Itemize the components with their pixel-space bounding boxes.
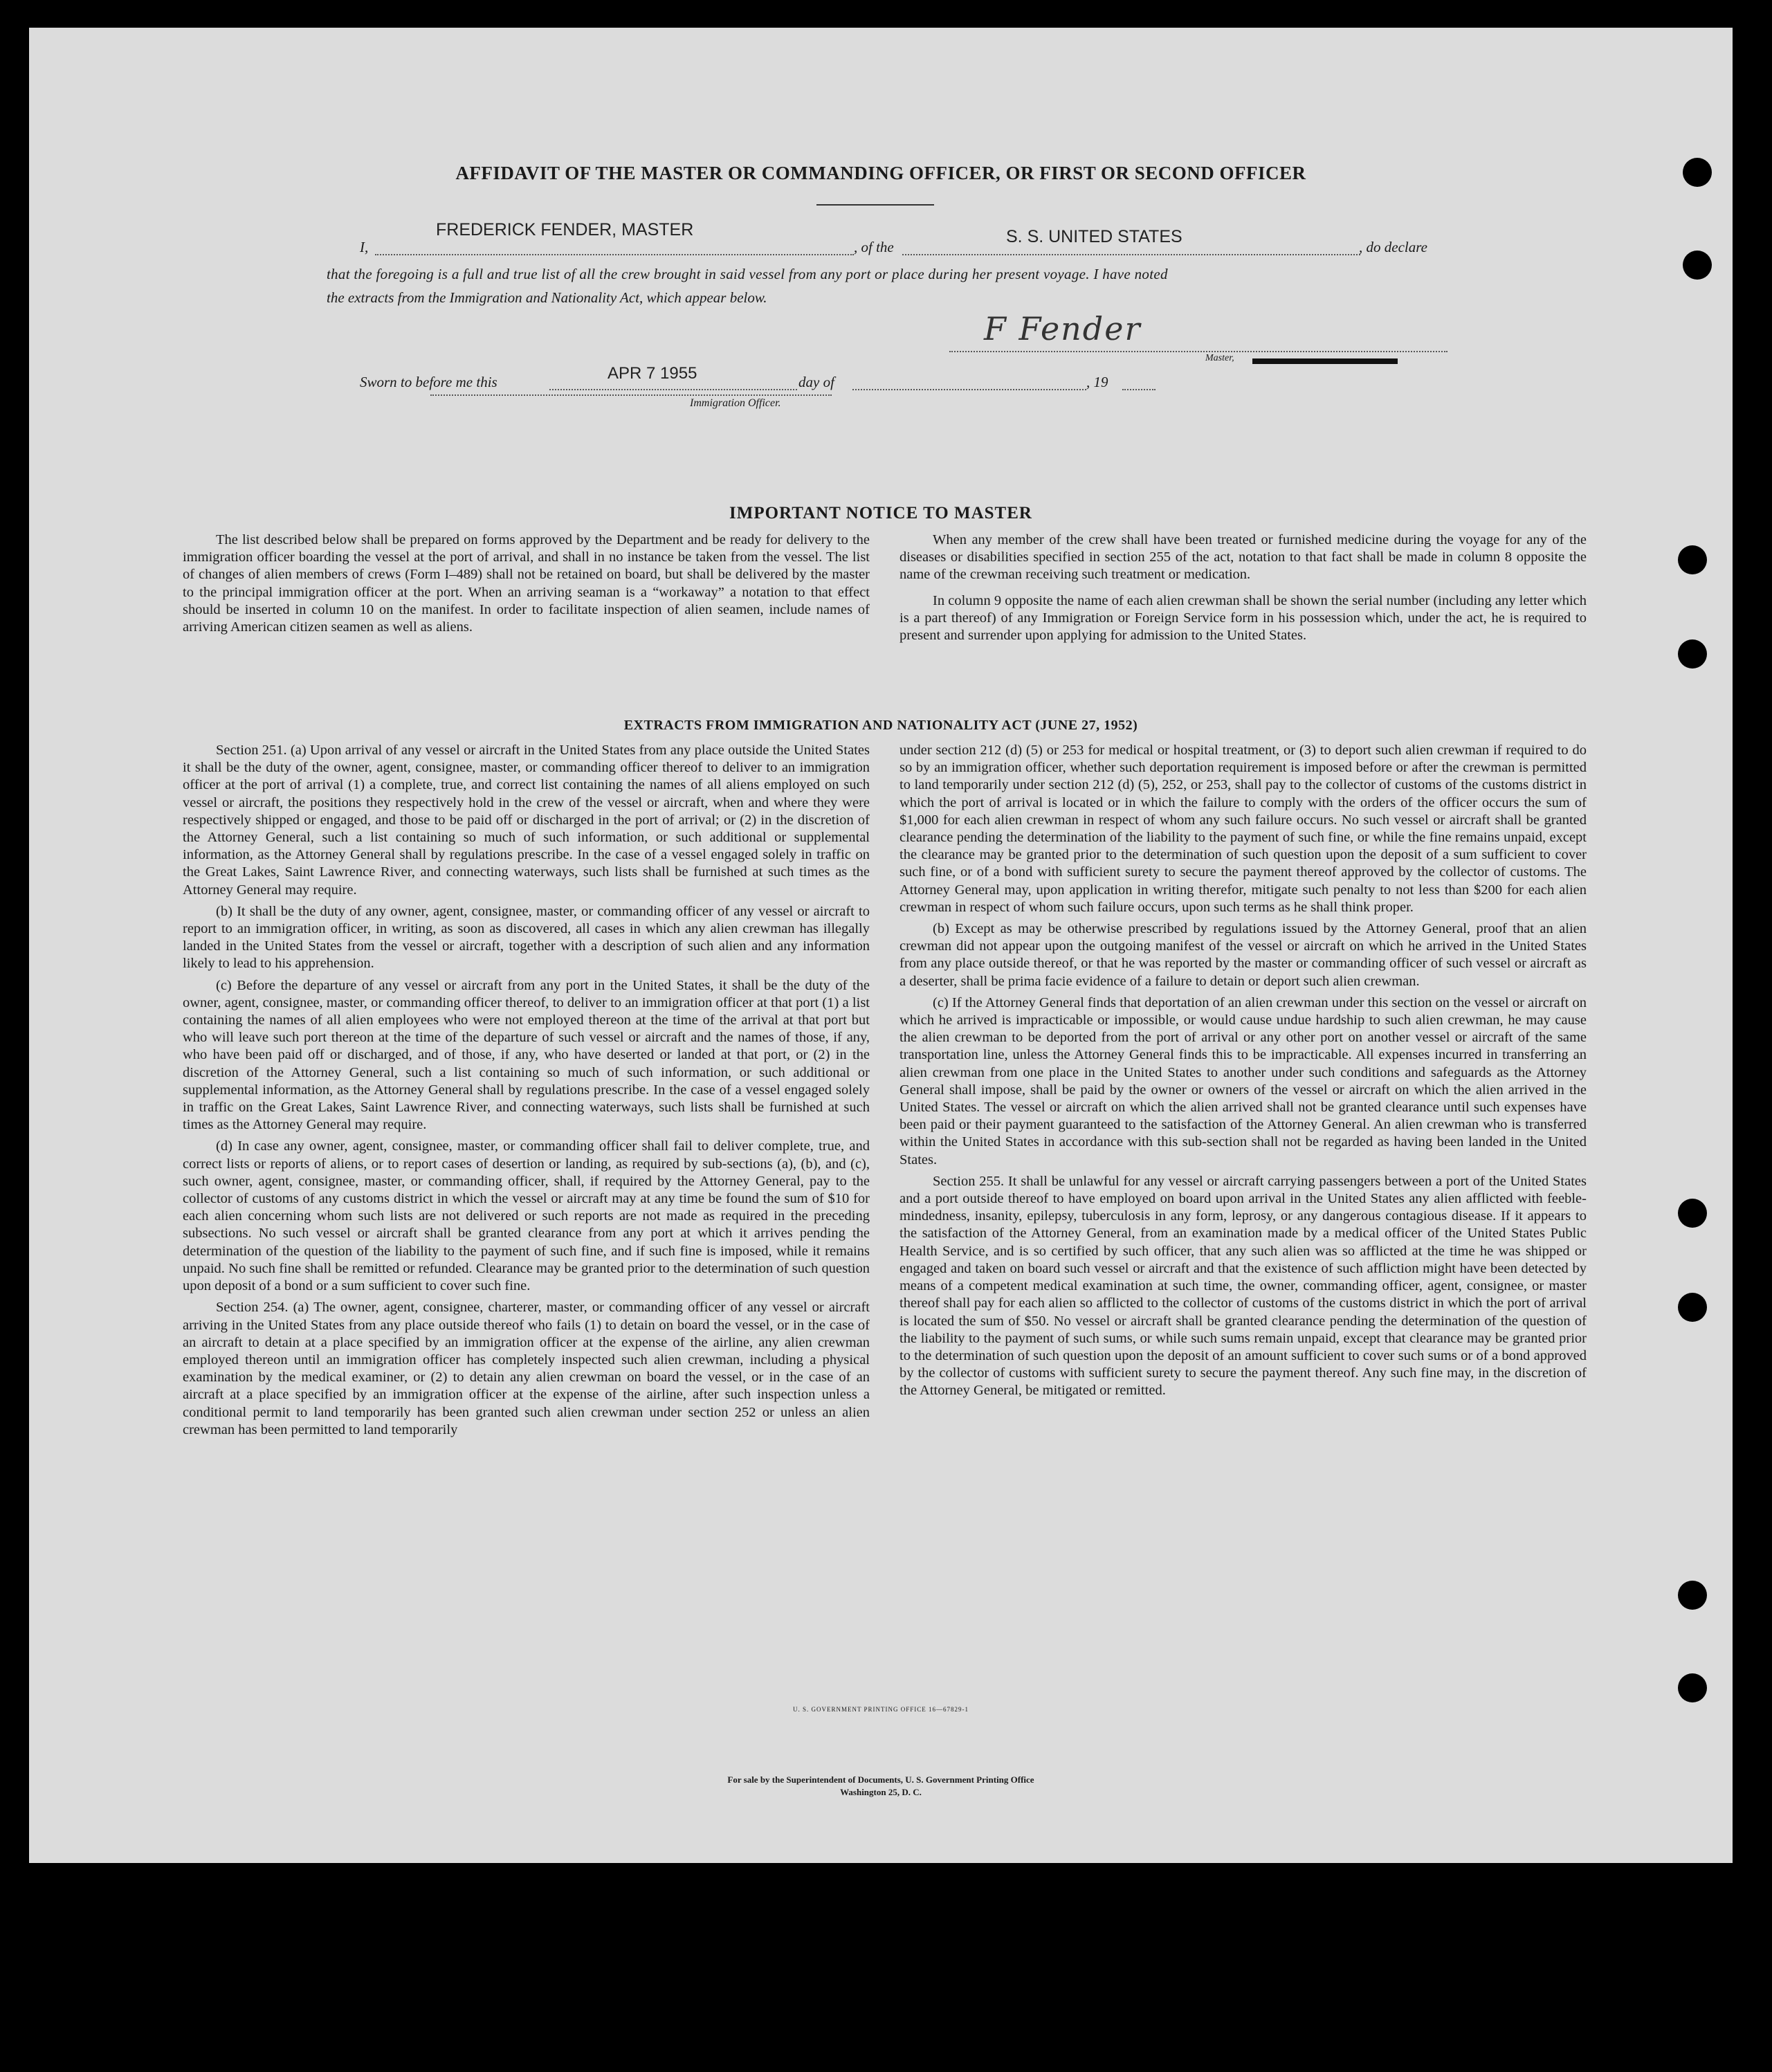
punch-hole xyxy=(1683,158,1712,187)
notice-title: IMPORTANT NOTICE TO MASTER xyxy=(729,504,1032,522)
officer-label: Immigration Officer. xyxy=(690,397,781,409)
declaration-line-1: that the foregoing is a full and true list of all the crew brought in said vessel from any port or place during her present voyage. I have noted xyxy=(327,266,1168,282)
punch-hole xyxy=(1678,1199,1707,1228)
sworn-label: Sworn to before me this xyxy=(360,374,497,390)
extracts-right-column xyxy=(899,742,1587,1404)
sworn-date: APR 7 1955 xyxy=(608,364,697,383)
extract-paragraph: (c) Before the departure of any vessel or aircraft from any port in the United States, it shall be the duty of the owner, agent, consignee, master, or commanding officer thereof, to deliver to an immigration officer at that port (1) a list containing the names of all alien employees who were not employed thereon at the time of the arrival at that port but who will leave such port thereon at the time of the departure of such vessel or aircraft and the names of those, if any, who have been paid off or discharged, and of those, if any, who have deserted or landed at that port, or (2) in the discretion of the Attorney General, such a list containing so much of such information, or such additional or supplemental information, as the Attorney General shall by regulations prescribe. In the case of a vessel engaged solely in traffic on the Great Lakes, Saint Lawrence River, and connecting waterways, such lists shall be furnished at such times as the Attorney General may require. xyxy=(183,977,870,1133)
footer-line-2: Washington 25, D. C. xyxy=(840,1787,922,1797)
declaration-line-2: the extracts from the Immigration and Nationality Act, which appear below. xyxy=(327,289,767,306)
notice-left-column xyxy=(183,531,870,640)
extract-paragraph: (b) Except as may be otherwise prescribed by regulations issued by the Attorney General, proof that an alien crewman did not appear upon the outgoing manifest of the vessel or aircraft on which he arrived in the United States from any place outside thereof, or that he was reported by the master or commanding officer of such vessel or aircraft as a deserter, shall be prima facie evidence of a failure to detain or deport such alien crewman. xyxy=(899,921,1587,989)
do-declare-label: , do declare xyxy=(1359,239,1427,255)
footer-line-1: For sale by the Superintendent of Documents, U. S. Government Printing Office xyxy=(727,1774,1034,1785)
title-divider xyxy=(816,204,934,206)
year-line xyxy=(1122,389,1156,390)
of-the-label: , of the xyxy=(854,239,894,255)
name-line xyxy=(375,254,854,255)
punch-hole xyxy=(1678,545,1707,574)
extract-paragraph: (c) If the Attorney General finds that deportation of an alien crewman under this section on the vessel or aircraft on which he arrived is impracticable or impossible, or would cause undue hardship to such alien crewman, he may cause the alien crewman to be deported from the port of arrival or any other port on another vessel or aircraft of the same transportation line, unless the Attorney General finds this to be impracticable. All expenses incurred in transferring an alien crewman from one place in the United States to another under such conditions and safeguards as the Attorney General shall impose, shall be paid by the owner or owners of the vessel or aircraft on which the alien arrived in the United States. The vessel or aircraft on which the alien arrived shall not be granted clearance until such expenses have been paid or their payment guaranteed to the satisfaction of the Attorney General. An alien crewman who is transferred within the United States in accordance with this sub-section shall not be regarded as having been landed in the United States. xyxy=(899,994,1587,1167)
i-prefix: I, xyxy=(360,239,369,255)
footer xyxy=(29,1774,1733,1799)
extracts-left-column xyxy=(183,742,870,1443)
punch-hole xyxy=(1678,1673,1707,1702)
punch-hole xyxy=(1678,1293,1707,1322)
affidavit-title: AFFIDAVIT OF THE MASTER OR COMMANDING OFFICER, OR FIRST OR SECOND OFFICER xyxy=(455,163,1306,183)
year-prefix: , 19 xyxy=(1086,374,1108,390)
extract-paragraph: (b) It shall be the duty of any owner, agent, consignee, master, or commanding officer of any vessel or aircraft to report to an immigration officer, in writing, as soon as discovered, all cases in which any alien crewman has illegally landed in the United States from the vessel or aircraft, together with a description of such alien and any information likely to lead to his apprehension. xyxy=(183,903,870,972)
redaction-bar xyxy=(1252,358,1398,364)
day-of-label: day of xyxy=(798,374,834,390)
punch-hole xyxy=(1678,1581,1707,1610)
officer-signature-line xyxy=(430,394,832,396)
master-label: Master, xyxy=(1205,353,1234,363)
document-page xyxy=(29,28,1733,1863)
master-name: FREDERICK FENDER, MASTER xyxy=(436,220,694,239)
extract-paragraph: (d) In case any owner, agent, consignee, master, or commanding officer shall fail to deliver complete, true, and correct lists or reports of aliens, or to report cases of desertion or landing, as required by sub-sections (a), (b), and (c), such owner, agent, consignee, master, or commanding officer, shall, if required by the Attorney General, pay to the collector of customs of any customs district in which the vessel or aircraft may at any time be found the sum of $10 for each alien concerning whom such lists are not delivered or such reports are not made as required in the preceding subsections. No such vessel or aircraft shall be granted clearance from any port at which it arrives pending the determination of the question of the liability to the payment of such fine, and if such fine is imposed, while it remains unpaid. No such fine shall be remitted or refunded. Clearance may be granted prior to the determination of such question upon deposit of a bond or a sum sufficient to cover such fine. xyxy=(183,1138,870,1294)
extracts-title: EXTRACTS FROM IMMIGRATION AND NATIONALITY ACT (JUNE 27, 1952) xyxy=(623,718,1138,733)
extract-paragraph: Section 255. It shall be unlawful for any vessel or aircraft carrying passengers between a port of the United States and a port outside thereof to have employed on board upon arrival in the United States any alien afflicted with feeble-mindedness, insanity, epilepsy, tuberculosis in any form, leprosy, or any dangerous contagious disease. If it appears to the satisfaction of the Attorney General, from an examination made by a medical officer of the United States Public Health Service, and is so certified by such officer, that any such alien was so afflicted at the time he was shipped or engaged and taken on board such vessel or aircraft and that the existence of such affliction might have been detected by means of a competent medical examination at such time, the owner, commanding officer, agent, consignee, or master thereof shall pay for each alien so afflicted to the collector of customs of the customs district in which the port of arrival is located the sum of $50. No vessel or aircraft shall be granted clearance pending the determination of the question of the liability to the payment of such sums, or while such sums remain unpaid, except that clearance may be granted prior to the determination of such question upon the deposit of an amount sufficient to cover such sums or of a bond approved by the collector of customs with sufficient surety to secure the payment thereof. Any such fine may, in the discretion of the Attorney General, be mitigated or remitted. xyxy=(899,1173,1587,1399)
punch-hole xyxy=(1683,251,1712,280)
notice-right-text-1: When any member of the crew shall have been treated or furnished medicine during the voyage for any of the diseases or disabilities specified in section 255 of the act, notation to that fact shall be made in column 8 opposite the name of the crewman receiving such treatment or medication. xyxy=(899,532,1587,583)
extract-paragraph: Section 254. (a) The owner, agent, consignee, charterer, master, or commanding officer of any vessel or aircraft arriving in the United States from any place outside thereof who fails (1) to detain on board the vessel, or in the case of an aircraft to detain at a place specified by an immigration officer at the expense of the airline, any alien crewman employed thereon until an immigration officer has completely inspected such alien crewman, including a physical examination by the medical examiner, or (2) to detain any alien crewman on board the vessel, or in the case of an aircraft at a place specified by an immigration officer at the expense of the airline, after such inspection unless a conditional permit to land temporarily has been granted such alien crewman under section 252 or unless an alien crewman has been permitted to land temporarily xyxy=(183,1300,870,1437)
gpo-imprint: U. S. GOVERNMENT PRINTING OFFICE 16—67829-1 xyxy=(792,1706,969,1713)
notice-left-text: The list described below shall be prepared on forms approved by the Department and be ready for delivery to the immigration officer boarding the vessel at the port of arrival, and shall in no instance be taken from the vessel. The list of changes of alien members of crews (Form I–489) shall not be retained on board, but shall be delivered by the master to the principal immigration officer at the port. When an arriving seaman is a “workaway” a notation to that effect should be inserted in column 10 on the manifest. In order to facilitate inspection of alien seamen, include names of arriving American citizen seamen as well as aliens. xyxy=(183,532,870,635)
vessel-line xyxy=(902,254,1360,255)
vessel-name: S. S. UNITED STATES xyxy=(1006,227,1182,246)
extract-paragraph: under section 212 (d) (5) or 253 for medical or hospital treatment, or (3) to deport such alien crewman if required to do so by an immigration officer, whether such deportation requirement is imposed before or after the crewman is permitted to land temporarily under section 212 (d) (5), 252, or 253, shall pay to the collector of customs of the customs district in which the port of arrival is located or in which the failure to comply with the orders of the officer occurs the sum of $1,000 for each alien crewman in respect of whom any such failure occurs. No such vessel or aircraft shall be granted clearance pending the determination of the liability to the payment of such fine, or while the fine remains unpaid, except the clearance may be granted prior to the determination of such question upon the deposit of a sum sufficient to cover such fine, or of a bond with sufficient surety to secure the payment thereof approved by the collector of customs. The Attorney General may, upon application in writing therefor, mitigate such penalty to not less than $200 for each alien crewman in respect of whom such failure occurs, upon such terms as he shall think proper. xyxy=(899,743,1587,915)
notice-right-column xyxy=(899,531,1587,648)
master-signature: F Fender xyxy=(984,310,1142,347)
extract-paragraph: Section 251. (a) Upon arrival of any vessel or aircraft in the United States from any place outside the United States it shall be the duty of the owner, agent, consignee, master, or commanding officer thereof to deliver to an immigration officer at the port of arrival (1) a complete, true, and correct list containing the names of all aliens employed on such vessel or aircraft, the positions they respectively hold in the crew of the vessel or aircraft, when and where they were respectively shipped or engaged, and those to be paid off or discharged in the port of arrival; or (2) in the discretion of the Attorney General, such a list containing so much of such information, or such additional or supplemental information, as the Attorney General shall by regulations prescribe. In the case of a vessel engaged solely in traffic on the Great Lakes, Saint Lawrence River, and connecting waterways, such lists shall be furnished at such times as the Attorney General may require. xyxy=(183,743,870,898)
month-line xyxy=(852,389,1086,390)
sworn-date-line xyxy=(549,389,797,390)
notice-right-text-2: In column 9 opposite the name of each alien crewman shall be shown the serial number (including any letter which is a part thereof) of any Immigration or Foreign Service form in his possession which, under the act, he is required to present and surrender upon applying for admission to the United States. xyxy=(899,592,1587,644)
signature-line xyxy=(949,351,1447,352)
punch-hole xyxy=(1678,639,1707,669)
